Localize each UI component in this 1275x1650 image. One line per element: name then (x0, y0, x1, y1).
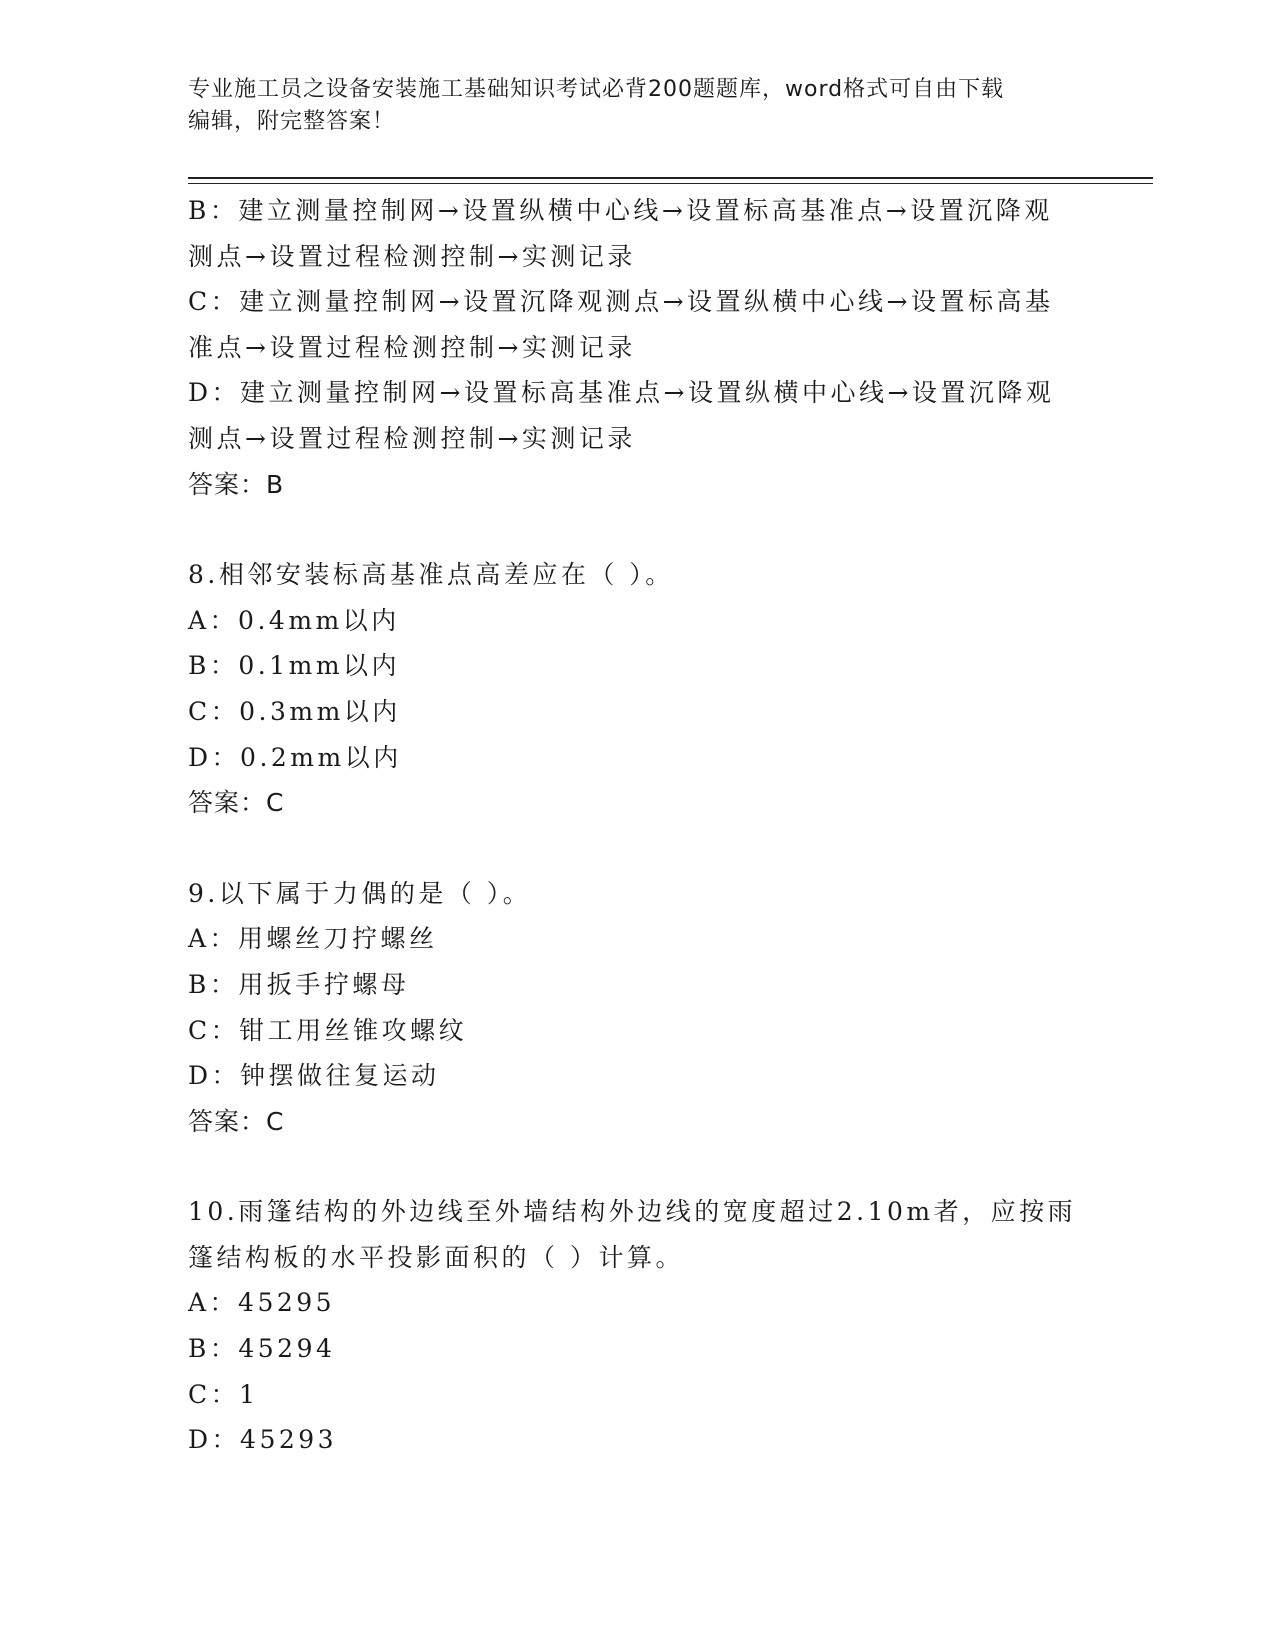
q10-option-c: C：1 (188, 1379, 259, 1409)
q10-option-b: B：45294 (188, 1334, 336, 1364)
page-header (188, 74, 1088, 138)
question-content (188, 188, 1088, 1463)
q9-answer: 答案：C (188, 1106, 285, 1136)
q7-option-d-line-2: 测点→设置过程检测控制→实测记录 (188, 423, 636, 453)
q8-option-c: C：0.3mm以内 (188, 696, 401, 726)
q9-option-c: C：钳工用丝锥攻螺纹 (188, 1015, 468, 1045)
q10-question-line-2: 篷结构板的水平投影面积的（ ）计算。 (188, 1242, 684, 1272)
q8-option-a: A：0.4mm以内 (188, 605, 400, 635)
q9-option-d: D：钟摆做往复运动 (188, 1061, 440, 1091)
q10-option-a: A：45295 (188, 1288, 336, 1318)
q7-answer: 答案：B (188, 469, 285, 499)
q9-option-a: A：用螺丝刀拧螺丝 (188, 924, 438, 954)
q7-option-c-line-2: 准点→设置过程检测控制→实测记录 (188, 332, 636, 362)
q7-option-b-line-2: 测点→设置过程检测控制→实测记录 (188, 241, 636, 271)
question-9 (188, 871, 1088, 1145)
q8-question: 8.相邻安装标高基准点高差应在（ ）。 (188, 560, 674, 590)
q7-option-c-line-1: C：建立测量控制网→设置沉降观测点→设置纵横中心线→设置标高基 (188, 287, 1054, 317)
header-line-2: 编辑，附完整答案！ (188, 109, 396, 134)
q8-option-b: B：0.1mm以内 (188, 651, 401, 681)
q10-option-d: D：45293 (188, 1425, 338, 1455)
q7-option-b-line-1: B：建立测量控制网→设置纵横中心线→设置标高基准点→设置沉降观 (188, 196, 1053, 225)
question-7 (188, 188, 1088, 507)
spacer (188, 507, 1088, 552)
question-10 (188, 1189, 1088, 1463)
q8-option-d: D：0.2mm以内 (188, 742, 402, 772)
q10-question-line-1: 10.雨篷结构的外边线至外墙结构外边线的宽度超过2.10m者，应按雨 (188, 1197, 1077, 1227)
header-divider-thick (188, 177, 1153, 179)
header-divider-thin (188, 183, 1153, 184)
q9-question: 9.以下属于力偶的是（ ）。 (188, 878, 532, 908)
header-line-1: 专业施工员之设备安装施工基础知识考试必背200题题库，word格式可自由下载 (188, 77, 1005, 102)
spacer (188, 826, 1088, 871)
q7-option-d-line-1: D：建立测量控制网→设置标高基准点→设置纵横中心线→设置沉降观 (188, 378, 1055, 408)
spacer (188, 1144, 1088, 1189)
question-8 (188, 552, 1088, 826)
q9-option-b: B：用扳手拧螺母 (188, 969, 410, 999)
q8-answer: 答案：C (188, 788, 285, 818)
